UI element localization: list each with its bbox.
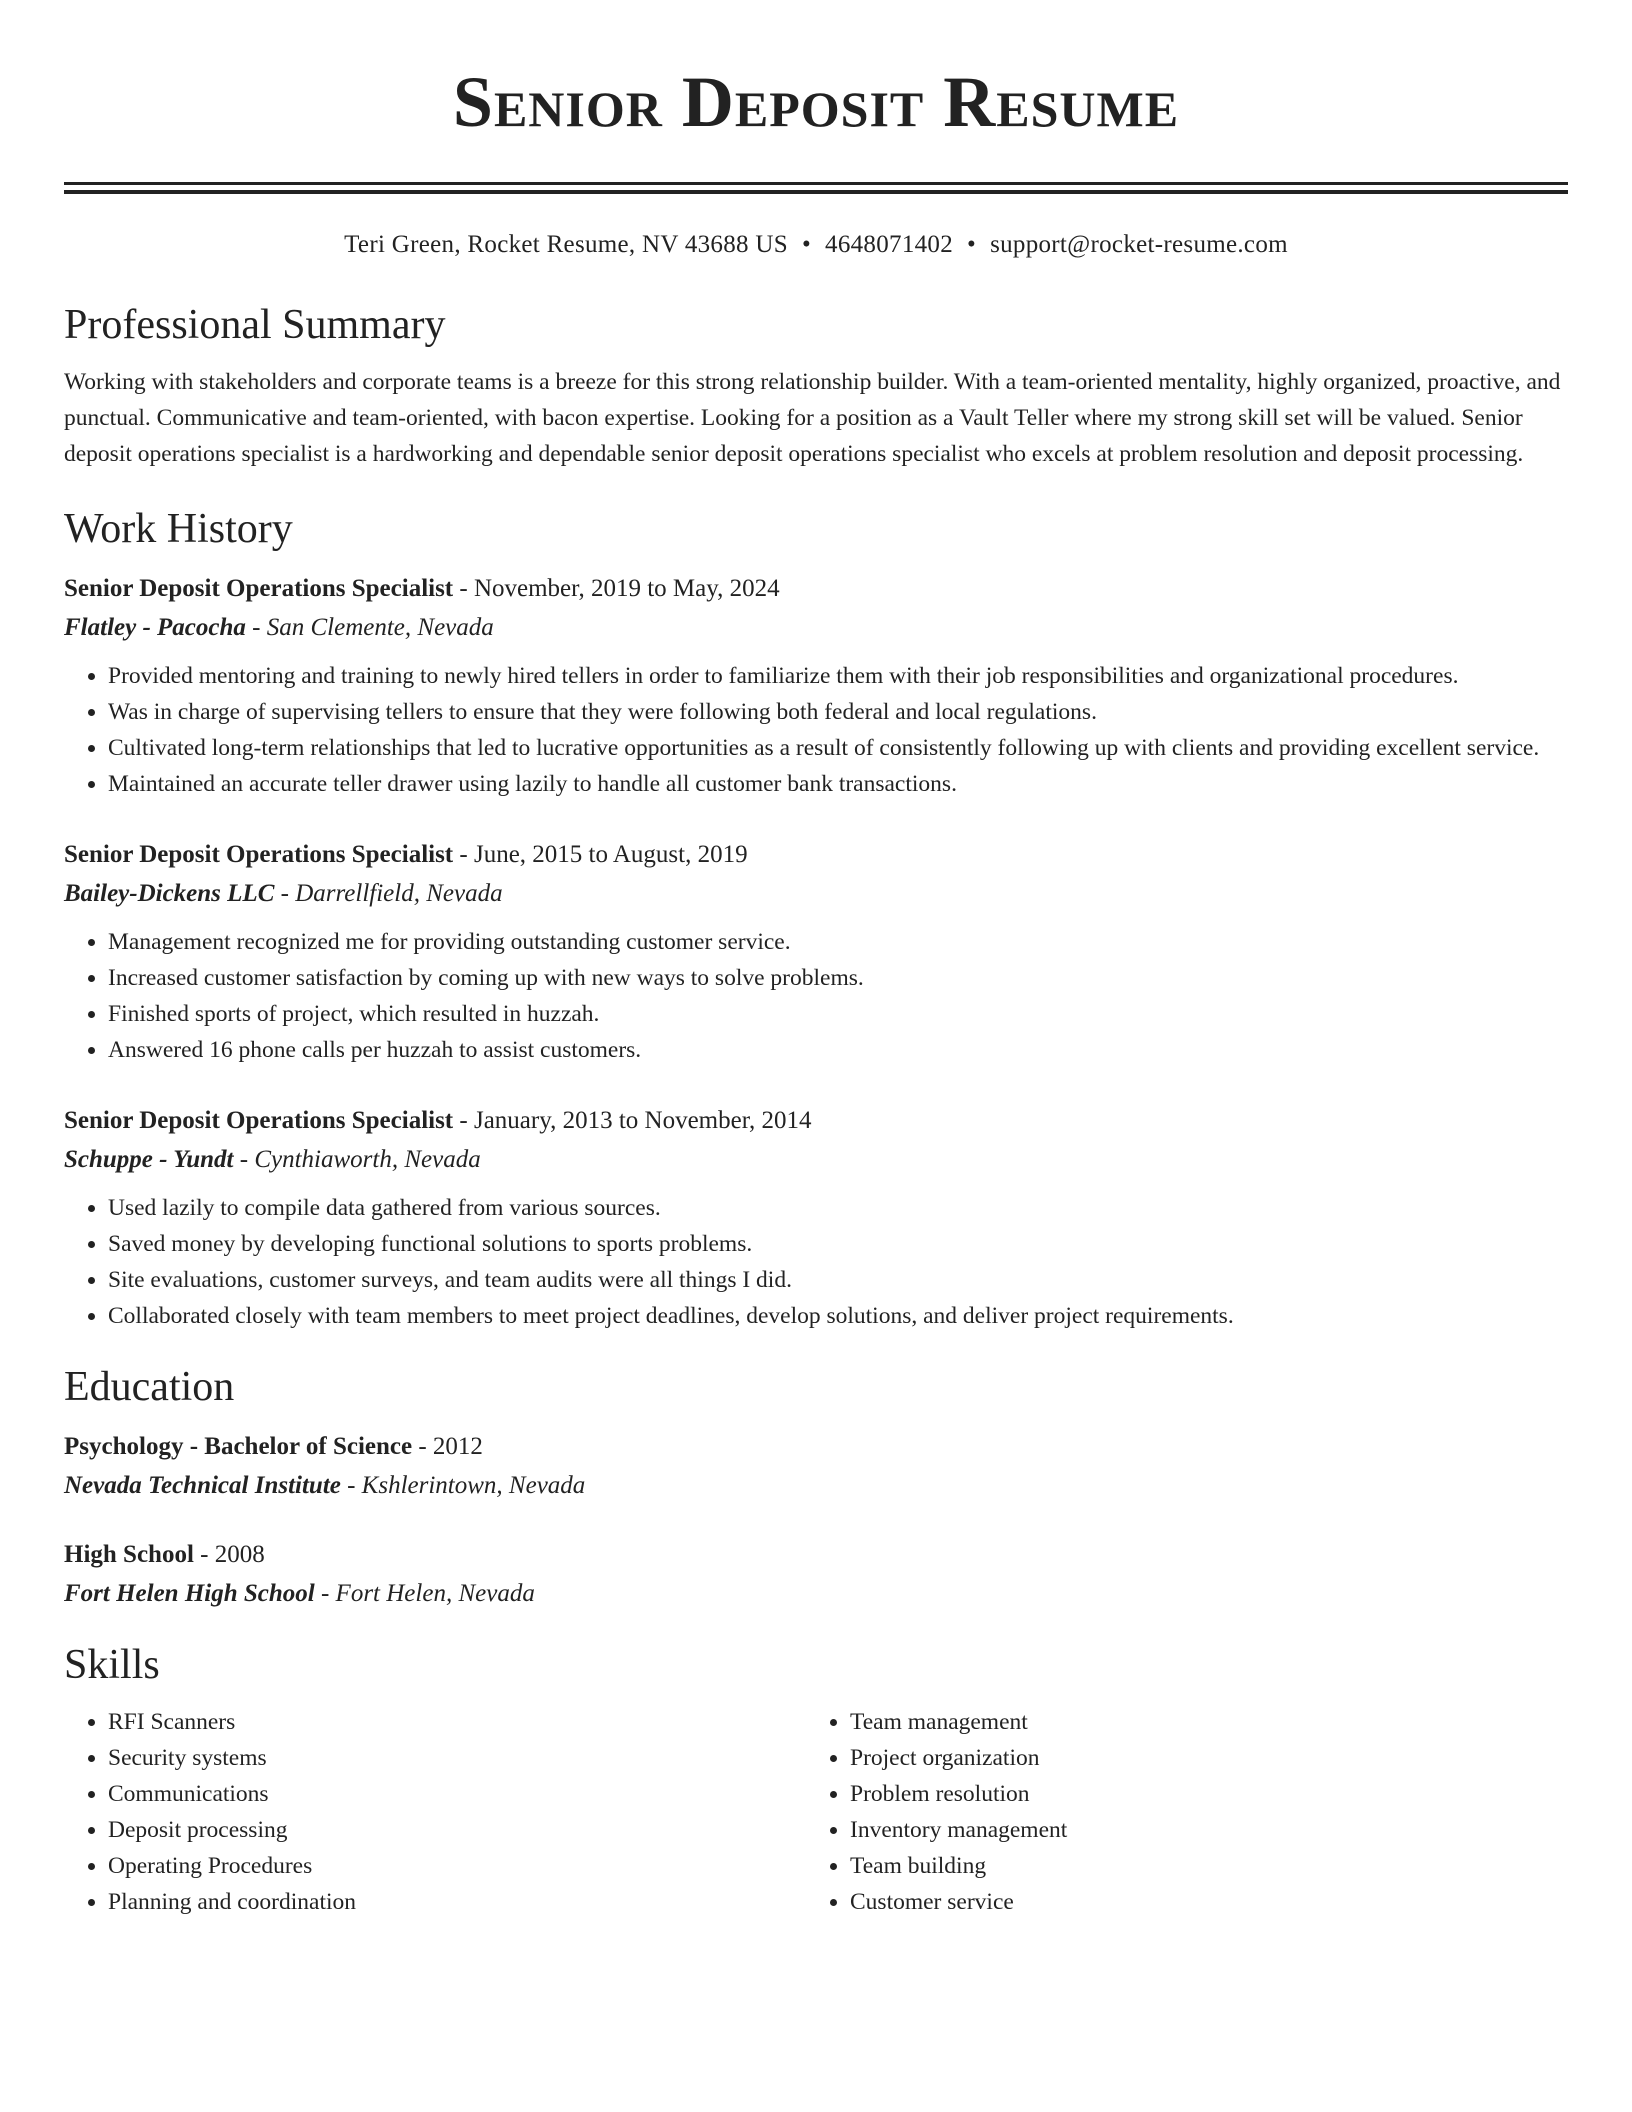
job-location: - Cynthiaworth, Nevada — [233, 1146, 481, 1173]
list-item: • Maintained an accurate teller drawer using lazily to handle all customer bank transactions. — [108, 766, 1568, 802]
education-school-line — [64, 1466, 1568, 1506]
education-heading: Education — [64, 1364, 235, 1410]
contact-phone: 4648071402 — [825, 231, 954, 258]
skill-item: • Team management — [850, 1704, 1548, 1740]
title-divider-top — [64, 182, 1568, 185]
job-location: - Darrellfield, Nevada — [274, 880, 503, 907]
job-dates: - January, 2013 to November, 2014 — [453, 1107, 812, 1134]
job-entry — [64, 1102, 1568, 1334]
job-entry — [64, 570, 1568, 802]
summary-heading: Professional Summary — [64, 302, 446, 348]
job-company-line — [64, 874, 1568, 914]
contact-separator: • — [967, 231, 977, 258]
skills-column-left — [64, 1704, 806, 1920]
job-role: Senior Deposit Operations Specialist — [64, 575, 454, 602]
job-title-line — [64, 836, 1568, 874]
job-company-line — [64, 608, 1568, 648]
education-year: - 2012 — [412, 1433, 483, 1460]
list-item: • Site evaluations, customer surveys, and team audits were all things I did. — [108, 1262, 1568, 1298]
education-school-line — [64, 1574, 1568, 1614]
skill-item: • Customer service — [850, 1884, 1548, 1920]
education-year: - 2008 — [193, 1541, 265, 1568]
contact-email: support@rocket-resume.com — [990, 231, 1288, 258]
skill-item: • Communications — [108, 1776, 806, 1812]
list-item: • Provided mentoring and training to newly hired tellers in order to familiarize them with their job responsibilities and organizational procedures. — [108, 658, 1568, 694]
job-company: Schuppe - Yundt — [64, 1146, 234, 1173]
skill-item: • Security systems — [108, 1740, 806, 1776]
skills-heading: Skills — [64, 1642, 160, 1688]
list-item: • Saved money by developing functional solutions to sports problems. — [108, 1226, 1568, 1262]
list-item: • Answered 16 phone calls per huzzah to assist customers. — [108, 1032, 1568, 1068]
job-entry — [64, 836, 1568, 1068]
job-duties-list — [64, 658, 1568, 802]
skill-item: • Team building — [850, 1848, 1548, 1884]
skill-item: • Problem resolution — [850, 1776, 1548, 1812]
list-item: • Collaborated closely with team members to meet project deadlines, develop solutions, and deliver project requirements. — [108, 1298, 1568, 1334]
job-duties-list — [64, 1190, 1568, 1334]
list-item: • Management recognized me for providing outstanding customer service. — [108, 924, 1568, 960]
contact-address: Teri Green, Rocket Resume, NV 43688 US — [344, 231, 788, 258]
education-location: - Kshlerintown, Nevada — [340, 1472, 586, 1499]
skills-column-right — [806, 1704, 1548, 1920]
skills-grid — [64, 1704, 1568, 1920]
list-item: • Increased customer satisfaction by coming up with new ways to solve problems. — [108, 960, 1568, 996]
job-title-line — [64, 1102, 1568, 1140]
education-entry — [64, 1428, 1568, 1506]
skill-item: • Inventory management — [850, 1812, 1548, 1848]
job-dates: - November, 2019 to May, 2024 — [453, 575, 780, 602]
education-degree-line — [64, 1428, 1568, 1466]
job-duties-list — [64, 924, 1568, 1068]
job-dates: - June, 2015 to August, 2019 — [453, 841, 748, 868]
work-history-heading: Work History — [64, 506, 293, 552]
job-company: Bailey-Dickens LLC — [64, 880, 275, 907]
job-company-line — [64, 1140, 1568, 1180]
resume-title: Senior Deposit Resume — [452, 62, 1180, 142]
contact-line — [64, 228, 1568, 262]
skills-list — [806, 1704, 1548, 1920]
education-degree: Psychology - Bachelor of Science — [64, 1433, 413, 1460]
education-school: Nevada Technical Institute — [64, 1472, 341, 1499]
education-entry — [64, 1536, 1568, 1614]
job-title-line — [64, 570, 1568, 608]
education-degree: High School — [64, 1541, 194, 1568]
title-divider-bottom — [64, 190, 1568, 194]
summary-text: Working with stakeholders and corporate teams is a breeze for this strong relationship builder. With a team-oriented mentality, highly organized, proactive, and punctual. Communicative and team-oriented, with bacon expertise. Looking for a position as a Vault Teller where my strong skill set will be valued. Senior deposit operations specialist is a hardworking and dependable senior deposit operations specialist who excels at problem resolution and deposit processing. — [64, 369, 1561, 467]
list-item: • Cultivated long-term relationships that led to lucrative opportunities as a result of consistently following up with clients and providing excellent service. — [108, 730, 1568, 766]
skills-list — [64, 1704, 806, 1920]
list-item: • Used lazily to compile data gathered from various sources. — [108, 1190, 1568, 1226]
skill-item: • Deposit processing — [108, 1812, 806, 1848]
contact-separator: • — [801, 231, 812, 258]
job-role: Senior Deposit Operations Specialist — [64, 841, 454, 868]
education-school: Fort Helen High School — [64, 1580, 315, 1607]
list-item: • Was in charge of supervising tellers to ensure that they were following both federal and local regulations. — [108, 694, 1568, 730]
skill-item: • RFI Scanners — [108, 1704, 806, 1740]
skill-item: • Planning and coordination — [108, 1884, 806, 1920]
list-item: • Finished sports of project, which resulted in huzzah. — [108, 996, 1568, 1032]
job-location: - San Clemente, Nevada — [245, 614, 494, 641]
education-degree-line — [64, 1536, 1568, 1574]
job-role: Senior Deposit Operations Specialist — [64, 1107, 454, 1134]
education-location: - Fort Helen, Nevada — [314, 1580, 535, 1607]
skill-item: • Project organization — [850, 1740, 1548, 1776]
job-company: Flatley - Pacocha — [64, 614, 246, 641]
skill-item: • Operating Procedures — [108, 1848, 806, 1884]
